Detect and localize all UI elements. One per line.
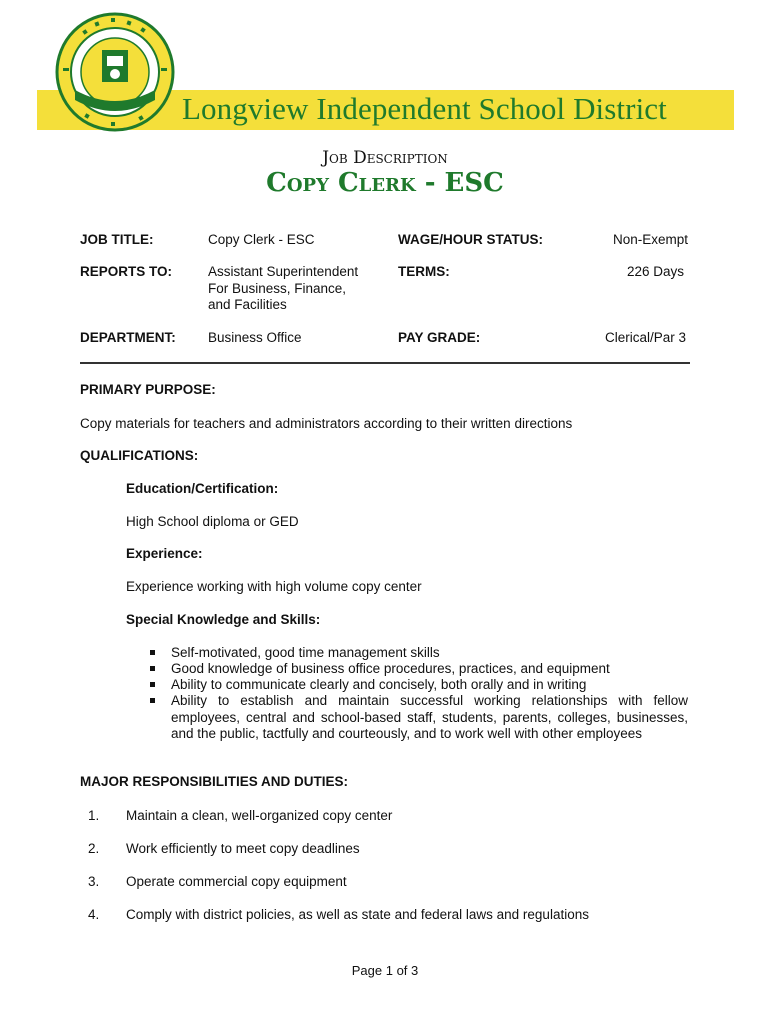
reports-to-line-2: For Business, Finance,	[208, 281, 347, 296]
reports-to-label: REPORTS TO:	[80, 264, 173, 279]
bullet-square-icon	[150, 666, 155, 671]
document-type: Job Description	[322, 148, 448, 168]
district-seal-logo	[55, 12, 175, 132]
bullet-square-icon	[150, 682, 155, 687]
page-number: Page 1 of 3	[351, 963, 419, 978]
section-divider	[80, 362, 690, 364]
duty-text: Maintain a clean, well-organized copy center	[126, 808, 393, 823]
wage-status-label: WAGE/HOUR STATUS:	[398, 232, 543, 247]
experience-text: Experience working with high volume copy center	[126, 579, 422, 594]
skill-item: Ability to establish and maintain successful working relationships with fellow employees, central and school-based staff, students, parents, colleges, businesses, and the public, tactfully and courteously, and to work well with other employees	[171, 693, 688, 741]
duty-number: 1.	[88, 808, 100, 823]
department-value: Business Office	[208, 330, 302, 345]
wage-status-value: Non-Exempt	[612, 232, 688, 247]
document-title: Copy Clerk - ESC	[266, 168, 504, 198]
duty-number: 4.	[88, 907, 100, 922]
education-heading: Education/Certification:	[126, 481, 279, 496]
department-label: DEPARTMENT:	[80, 330, 176, 345]
terms-value: 226 Days	[626, 264, 684, 279]
qualifications-heading: QUALIFICATIONS:	[80, 448, 199, 463]
bullet-square-icon	[150, 650, 155, 655]
bullet-square-icon	[150, 698, 155, 703]
duty-text: Operate commercial copy equipment	[126, 874, 347, 889]
responsibilities-heading: MAJOR RESPONSIBILITIES AND DUTIES:	[80, 774, 349, 789]
job-title-value: Copy Clerk - ESC	[208, 232, 315, 247]
duty-text: Work efficiently to meet copy deadlines	[126, 841, 360, 856]
duty-number: 3.	[88, 874, 100, 889]
duty-text: Comply with district policies, as well as state and federal laws and regulations	[126, 907, 589, 922]
reports-to-line-1: Assistant Superintendent	[208, 264, 359, 279]
skill-item: Self-motivated, good time management skills	[171, 645, 440, 660]
district-name: Longview Independent School District	[182, 91, 667, 126]
skill-item: Ability to communicate clearly and concisely, both orally and in writing	[171, 677, 587, 692]
primary-purpose-heading: PRIMARY PURPOSE:	[80, 382, 216, 397]
skill-item: Good knowledge of business office procedures, practices, and equipment	[171, 661, 610, 676]
pay-grade-value: Clerical/Par 3	[604, 330, 686, 345]
duty-number: 2.	[88, 841, 100, 856]
terms-label: TERMS:	[398, 264, 450, 279]
pay-grade-label: PAY GRADE:	[398, 330, 481, 345]
skills-heading: Special Knowledge and Skills:	[126, 612, 321, 627]
primary-purpose-text: Copy materials for teachers and administrators according to their written directions	[80, 416, 573, 431]
job-title-label: JOB TITLE:	[80, 232, 154, 247]
reports-to-line-3: and Facilities	[208, 297, 287, 312]
experience-heading: Experience:	[126, 546, 203, 561]
education-text: High School diploma or GED	[126, 514, 299, 529]
